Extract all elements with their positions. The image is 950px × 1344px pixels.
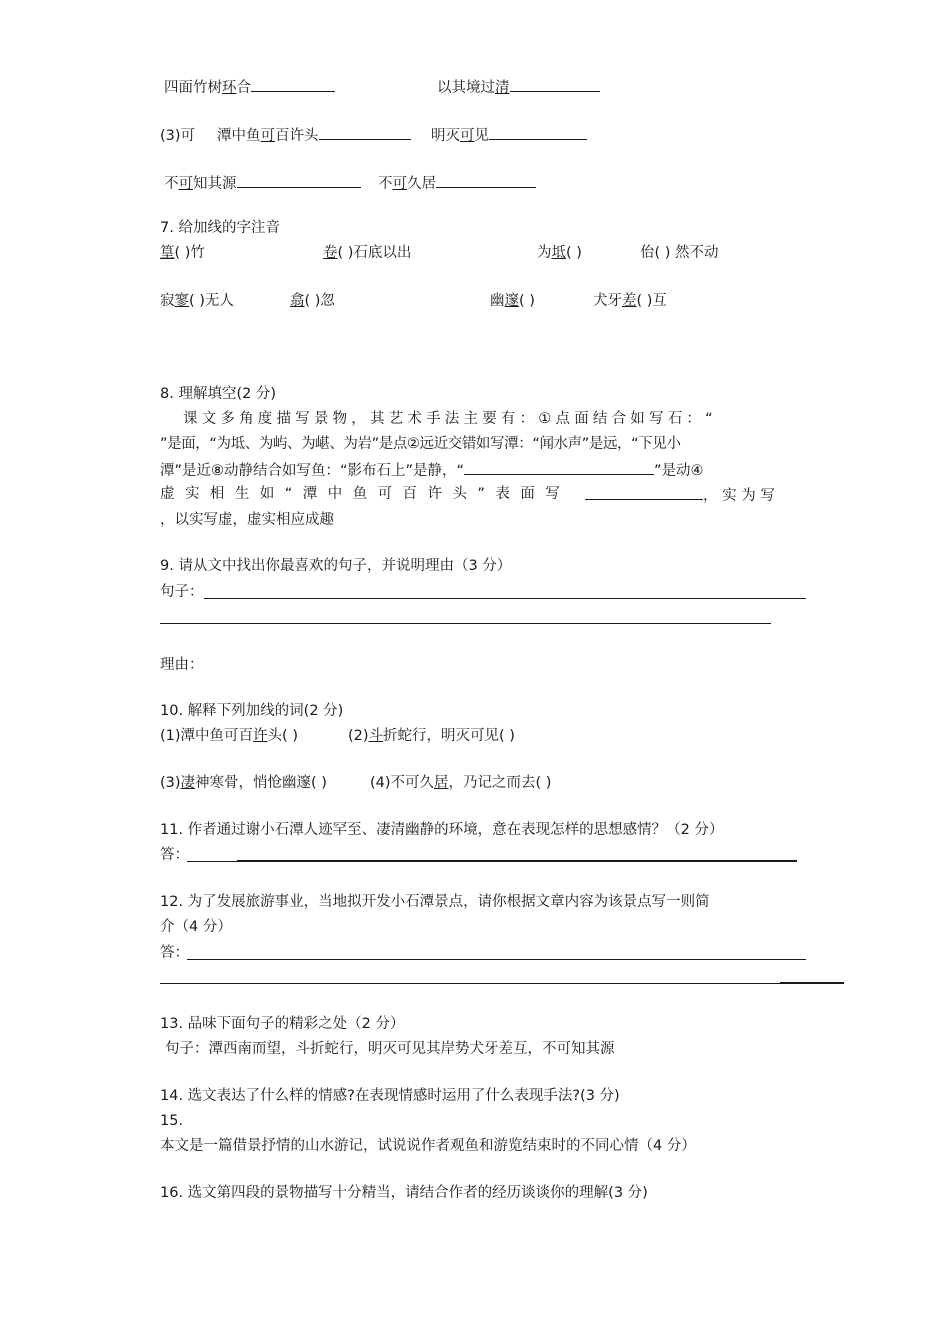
q9-sentence-line[interactable] xyxy=(204,598,806,599)
q11-title: 11. 作者通过谢小石潭人迹罕至、凄清幽静的环境，意在表现怎样的思想感情？（2 分） xyxy=(160,822,724,838)
q8-line-4: 虚 实 相 生 如 “ 潭 中 鱼 可 百 许 头 ” 表 面 写 xyxy=(160,486,560,502)
underlined-char: 篁 xyxy=(160,245,175,261)
q7-item-h: 犬牙差( )互 xyxy=(593,293,667,309)
underlined-word: 许 xyxy=(253,728,268,744)
q12-answer-line-2[interactable] xyxy=(160,983,780,984)
q15-number: 15. xyxy=(160,1113,184,1129)
q8-line-2: ”是面，“为坻、为屿、为嵁、为岩”是点②远近交错如写潭：“闻水声”是远，“下见小 xyxy=(160,436,681,452)
q9-sentence-line-2[interactable] xyxy=(160,623,771,624)
q12-answer-label: 答： xyxy=(160,945,189,961)
q12-answer-line-2-end[interactable] xyxy=(780,982,844,984)
underlined-word: 居 xyxy=(434,775,449,791)
q9-sentence-label: 句子： xyxy=(160,584,204,600)
underlined-word: 凄 xyxy=(180,775,196,791)
underlined-char: 寥 xyxy=(174,293,189,309)
q6-row-3b: 不可久居 xyxy=(378,172,536,194)
underlined-char: 可 xyxy=(178,176,193,192)
q7-item-g: 幽邃( ) xyxy=(490,293,535,309)
q10-item-1: (1)潭中鱼可百许头( ) xyxy=(160,728,298,744)
q14-title: 14. 选文表达了什么样的情感?在表现情感时运用了什么表现手法?(3 分) xyxy=(160,1088,620,1104)
underlined-char: 清 xyxy=(495,80,510,96)
underlined-char: 可 xyxy=(460,128,475,144)
q9-reason-label: 理由： xyxy=(160,657,204,673)
underlined-char: 坻 xyxy=(551,245,566,261)
answer-blank[interactable] xyxy=(319,124,411,140)
q11-answer-line[interactable] xyxy=(237,860,797,862)
answer-blank[interactable] xyxy=(464,459,654,475)
q7-item-e: 寂寥( )无人 xyxy=(160,293,234,309)
underlined-char: 差 xyxy=(622,293,637,309)
q6-row-3a: 不可知其源 xyxy=(164,172,361,194)
q7-title: 7. 给加线的字注音 xyxy=(160,220,280,236)
answer-blank[interactable] xyxy=(436,172,536,188)
q10-item-3: (3)凄神寒骨，悄怆幽邃( ) xyxy=(160,775,327,791)
q13-sentence: 句子：潭西南而望，斗折蛇行，明灭可见其岸势犬牙差互，不可知其源 xyxy=(165,1041,615,1057)
q15-text: 本文是一篇借景抒情的山水游记，试说说作者观鱼和游览结束时的不同心情（4 分） xyxy=(160,1138,696,1154)
answer-blank[interactable] xyxy=(510,76,600,92)
q8-title: 8. 理解填空(2 分) xyxy=(160,386,277,402)
q8-line-3: 潭”是近⑧动静结合如写鱼：“影布石上”是静，“ ”是动④ xyxy=(160,459,704,481)
q8-line-4-end: ， 实 为 写 xyxy=(585,484,775,506)
underlined-char: 翕 xyxy=(290,293,305,309)
answer-blank[interactable] xyxy=(585,484,703,500)
answer-blank[interactable] xyxy=(237,172,361,188)
q9-title: 9. 请从文中找出你最喜欢的句子，并说明理由（3 分） xyxy=(160,558,512,574)
q16-title: 16. 选文第四段的景物描写十分精当，请结合作者的经历谈谈你的理解(3 分) xyxy=(160,1185,648,1201)
q10-title: 10. 解释下列加线的词(2 分) xyxy=(160,703,344,719)
q10-item-4: (4)不可久居，乃记之而去( ) xyxy=(370,775,552,791)
q6-row-2b: 明灭可见 xyxy=(431,124,587,146)
q7-item-d: 佁( ) 然不动 xyxy=(640,245,719,261)
underlined-char: 可 xyxy=(392,176,407,192)
q11-answer-line-thin[interactable] xyxy=(187,861,237,862)
q11-answer-label: 答： xyxy=(160,847,189,863)
underlined-char: 可 xyxy=(260,128,276,144)
q7-item-b: 卷( )石底以出 xyxy=(323,245,412,261)
answer-blank[interactable] xyxy=(489,124,587,140)
q10-item-2: (2)斗折蛇行，明灭可见( ) xyxy=(348,728,515,744)
q7-item-f: 翕( )忽 xyxy=(290,293,335,309)
q12-answer-line[interactable] xyxy=(187,959,806,960)
q6-row-2a: (3)可 潭中鱼可百许头 xyxy=(160,124,411,146)
q8-line-5: ，以实写虚，虚实相应成趣 xyxy=(160,512,334,528)
q12-title-cont: 介（4 分） xyxy=(160,919,232,935)
underlined-char: 邃 xyxy=(504,293,519,309)
underlined-char: 卷 xyxy=(323,245,338,261)
q6-row-1b: 以其境过清 xyxy=(437,76,600,98)
q7-item-c: 为坻( ) xyxy=(537,245,582,261)
underlined-word: 斗 xyxy=(368,728,384,744)
q7-item-a: 篁( )竹 xyxy=(160,245,205,261)
q13-title: 13. 品味下面句子的精彩之处（2 分） xyxy=(160,1016,405,1032)
q6-row-1a: 四面竹树环合 xyxy=(164,76,335,98)
q8-line-1: 课文多角度描写景物，其艺术手法主要有：①点面结合如写石：“ xyxy=(183,411,717,427)
answer-blank[interactable] xyxy=(251,76,335,92)
underlined-char: 环 xyxy=(222,80,237,96)
q12-title: 12. 为了发展旅游事业，当地拟开发小石潭景点，请你根据文章内容为该景点写一则简 xyxy=(160,894,710,910)
